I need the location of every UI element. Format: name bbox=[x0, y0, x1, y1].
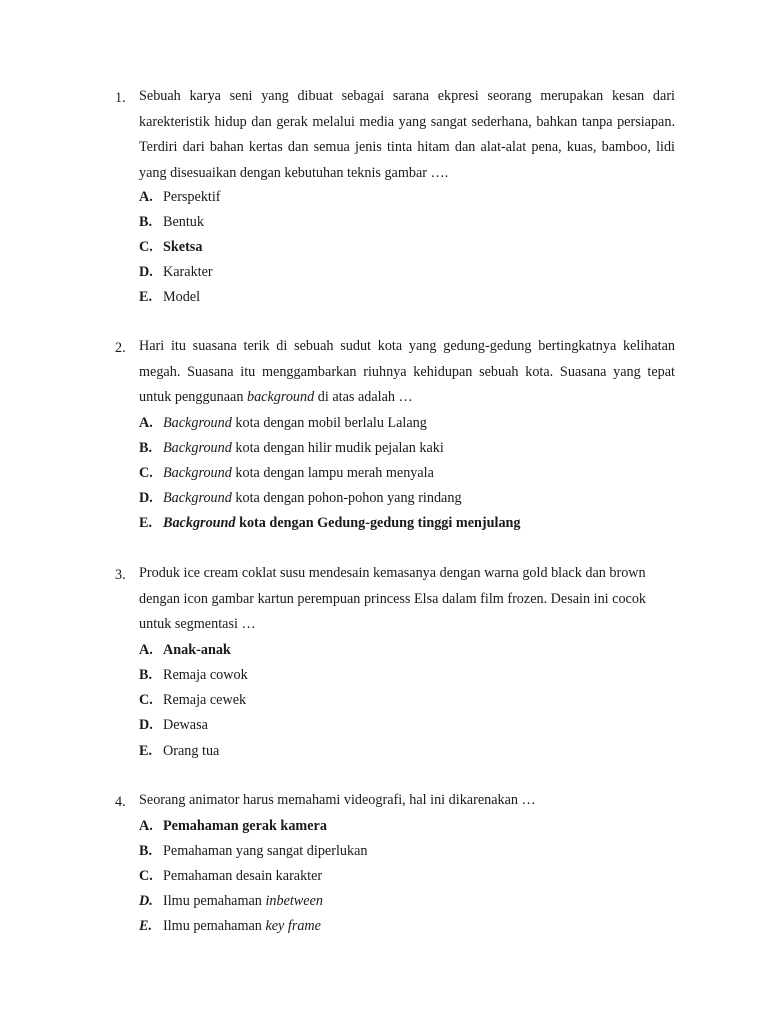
question-number: 3. bbox=[115, 567, 126, 583]
option-d: D. Dewasa bbox=[139, 717, 208, 733]
option-c: C. Remaja cewek bbox=[139, 692, 247, 708]
option-e: E. Orang tua bbox=[139, 743, 220, 759]
option-c: C. Background kota dengan lampu merah menyala bbox=[139, 465, 434, 481]
option-d: D. Ilmu pemahaman inbetween bbox=[139, 893, 323, 909]
option-c-answer: C. Sketsa bbox=[139, 239, 203, 255]
option-e-answer: E. Background kota dengan Gedung-gedung tinggi menjulang bbox=[139, 515, 521, 531]
option-a-answer: A. Anak-anak bbox=[139, 642, 231, 658]
question-number: 2. bbox=[115, 340, 126, 356]
option-e: E. Ilmu pemahaman key frame bbox=[139, 918, 321, 934]
option-a: A. Background kota dengan mobil berlalu Lalang bbox=[139, 415, 427, 431]
option-b: B. Background kota dengan hilir mudik pejalan kaki bbox=[139, 440, 444, 456]
option-b: B. Bentuk bbox=[139, 214, 204, 230]
option-b: B. Pemahaman yang sangat diperlukan bbox=[139, 843, 368, 859]
option-a-answer: A. Pemahaman gerak kamera bbox=[139, 818, 327, 834]
option-a: A. Perspektif bbox=[139, 189, 221, 205]
option-c: C. Pemahaman desain karakter bbox=[139, 868, 323, 884]
question-number: 1. bbox=[115, 90, 126, 106]
option-d: D. Karakter bbox=[139, 264, 213, 280]
option-d: D. Background kota dengan pohon-pohon yang rindang bbox=[139, 490, 462, 506]
option-e: E. Model bbox=[139, 289, 201, 305]
question-stem: Seorang animator harus memahami videografi, hal ini dikarenakan … bbox=[139, 792, 536, 808]
question-number: 4. bbox=[115, 794, 126, 810]
option-b: B. Remaja cowok bbox=[139, 667, 248, 683]
question-stem: Hari itu suasana terik di sebuah sudut kota yang gedung-gedung bertingkatnya kelihatan megah. Suasana itu menggambarkan riuhnya kehidupan sebuah kota. Suasana yang tepat untuk penggunaan background di atas adalah … bbox=[139, 338, 675, 405]
question-stem: Produk ice cream coklat susu mendesain kemasanya dengan warna gold black dan brown dengan icon gambar kartun perempuan princess Elsa dalam film frozen. Desain ini cocok untuk segmentasi … bbox=[139, 565, 647, 632]
question-stem: Sebuah karya seni yang dibuat sebagai sarana ekpresi seorang merupakan kesan dari karekteristik hidup dan gerak melalui media yang sangat sederhana, bahkan tanpa persiapan. Terdiri dari bahan kertas dan semua jenis tinta hitam dan alat-alat pena, kuas, bamboo, lidi yang disesuaikan dengan kebutuhan teknis gambar …. bbox=[139, 88, 675, 181]
